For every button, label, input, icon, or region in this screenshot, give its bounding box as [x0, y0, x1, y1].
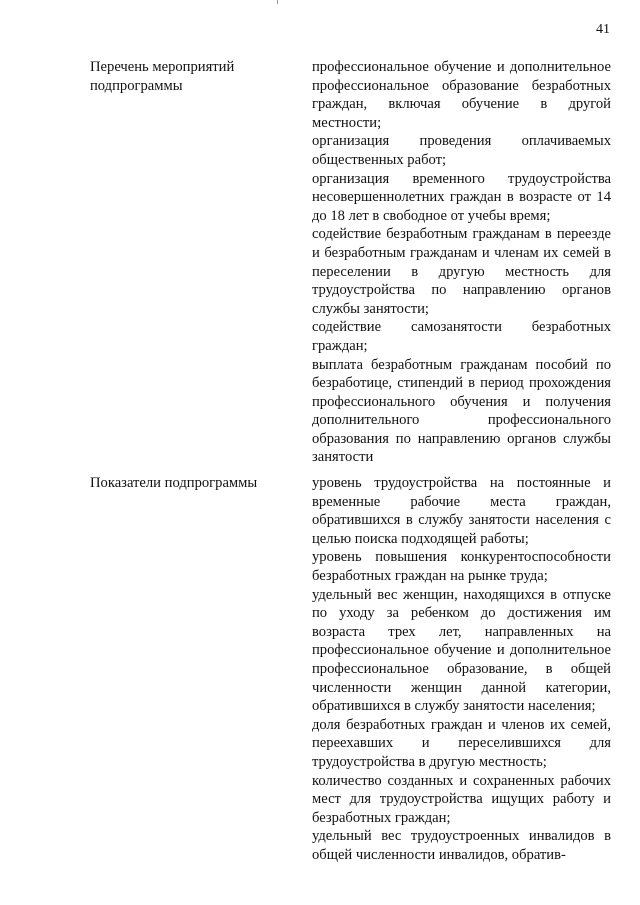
- section-label: Перечень мероприятий подпрограммы: [90, 59, 235, 94]
- paragraph: уровень трудоустройства на постоянные и временные рабочие места граждан, обратившихся в службу занятости населения с целью поиска подходящей работы;: [312, 475, 611, 547]
- paragraph: доля безработных граждан и членов их семей, переехавших и переселившихся для трудоустройства в другую местность;: [312, 716, 611, 770]
- paragraph: организация проведения оплачиваемых общественных работ;: [312, 133, 611, 168]
- paragraph: удельный вес трудоустроенных инвалидов в общей численности инвалидов, обратив-: [312, 828, 611, 863]
- paragraph: профессиональное обучение и дополнительное профессиональное образование безработных граждан, включая обучение в другой местности;: [312, 59, 611, 131]
- paragraph: содействие безработным гражданам в переезде и безработным гражданам и членам их семей в переселении в другую местность для трудоустройства по направлению органов службы занятости;: [312, 226, 611, 317]
- section-body: [312, 474, 611, 864]
- section-body: [312, 58, 611, 467]
- page-number: 41: [596, 22, 610, 37]
- paragraph: уровень повышения конкурентоспособности безработных граждан на рынке труда;: [312, 549, 611, 584]
- paragraph: содействие самозанятости безработных граждан;: [312, 319, 611, 354]
- paragraph: удельный вес женщин, находящихся в отпуске по уходу за ребенком до достижения им возраста трех лет, направленных на профессиональное обучение и дополнительное профессиональное образование, в общей численности женщин данной категории, обратившихся в службу занятости населения;: [312, 586, 611, 715]
- paragraph: организация временного трудоустройства несовершеннолетних граждан в возрасте от 14 до 18 лет в свободное от учебы время;: [312, 170, 611, 224]
- section-label: Показатели подпрограммы: [90, 475, 258, 491]
- paragraph: выплата безработным гражданам пособий по безработице, стипендий в период прохождения профессионального обучения и получения дополнительного профессионального образования по направлению органов службы занятости: [312, 356, 611, 466]
- scan-mark: [277, 0, 278, 4]
- paragraph: количество созданных и сохраненных рабочих мест для трудоустройства ищущих работу и безработных граждан;: [312, 772, 611, 826]
